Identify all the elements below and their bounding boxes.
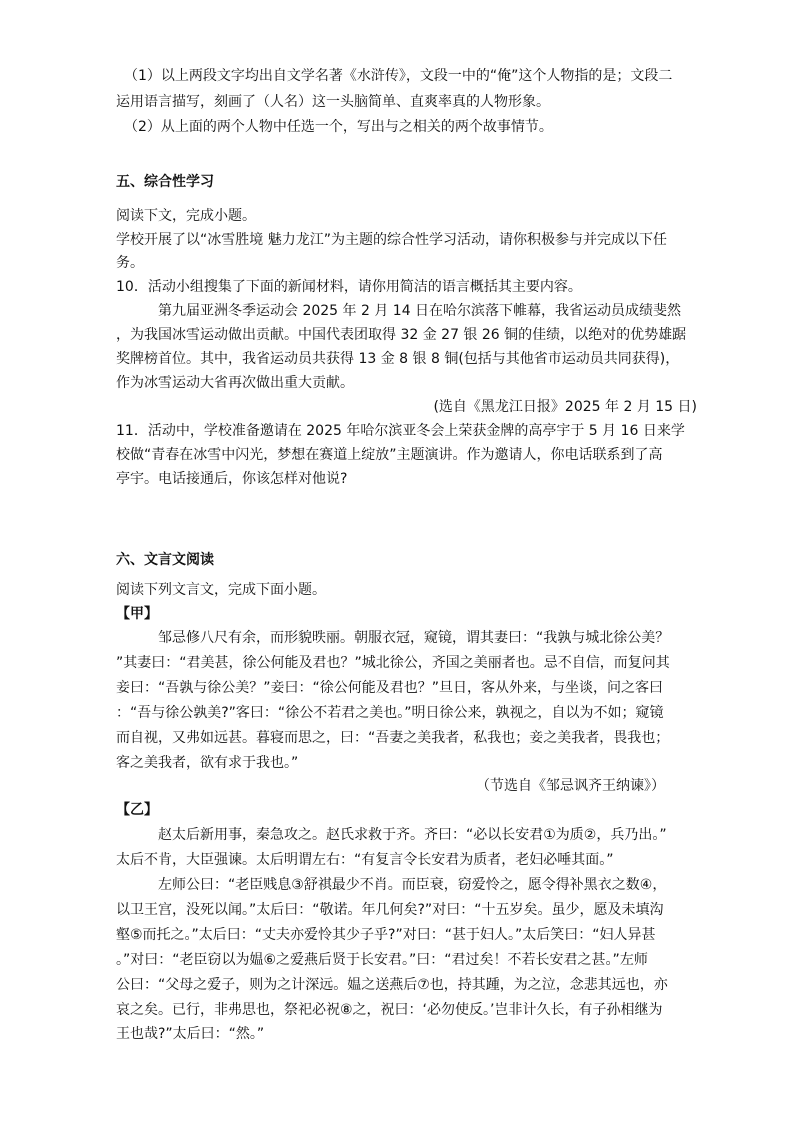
shuihu-q1-line1: （1）以上两段文字均出自文学名著《水浒传》，文段一中的“俺”这个人物指的是；文段二	[124, 68, 673, 84]
section5-heading: 五、综合性学习	[116, 174, 214, 190]
news-line3: 奖牌榜首位。其中，我省运动员共获得 13 金 8 银 8 铜(包括与其他省市运动员共同获得)，	[116, 351, 680, 367]
question-10: 10．活动小组搜集了下面的新闻材料，请你用简洁的语言概括其主要内容。	[116, 279, 582, 295]
yi-line: 。”对曰：“老臣窃以为媪⑥之爱燕后贤于长安君。”曰：“君过矣！不若长安君之甚。”左师	[116, 952, 648, 968]
news-line4: 作为冰雪运动大省再次做出重大贡献。	[116, 375, 354, 391]
yi-line: 王也哉?”太后曰：“然。”	[116, 1026, 265, 1042]
yi-line: 公曰：“父母之爱子，则为之计深远。媪之送燕后⑦也，持其踵，为之泣，念悲其远也，亦	[116, 977, 668, 993]
jia-line: ：“吾与徐公孰美?”客曰：“徐公不若君之美也。”明日徐公来，孰视之，自以为不如；窥镜	[116, 705, 664, 721]
jia-line: ”其妻曰：“君美甚，徐公何能及君也？”城北徐公，齐国之美丽者也。忌不自信，而复问其	[116, 655, 670, 671]
yi-line: 太后不肯，大臣强谏。太后明谓左右：“有复言令长安君为质者，老妇必唾其面。”	[116, 852, 614, 868]
news-line1: 第九届亚洲冬季运动会 2025 年 2 月 14 日在哈尔滨落下帷幕，我省运动员成绩斐然	[158, 303, 682, 319]
section5-intro: 阅读下文，完成小题。	[116, 208, 256, 224]
section6-heading: 六、文言文阅读	[116, 552, 214, 568]
passage-jia-label: 【甲】	[116, 606, 158, 622]
question-11-line1: 11．活动中，学校准备邀请在 2025 年哈尔滨亚冬会上荣获金牌的高亭宇于 5 月 16 日来学	[116, 423, 685, 439]
news-source: (选自《黑龙江日报》2025 年 2 月 15 日)	[433, 399, 697, 415]
yi-line: 赵太后新用事，秦急攻之。赵氏求救于齐。齐曰：“必以长安君①为质②，兵乃出。”	[158, 827, 667, 843]
section5-task-line2: 务。	[116, 255, 144, 271]
yi-line: 哀之矣。已行，非弗思也，祭祀必祝⑧之，祝曰：‘必勿使反。’岂非计久长，有子孙相继为	[116, 1002, 663, 1018]
shuihu-q1-line2: 运用语言描写，刻画了（人名）这一头脑简单、直爽率真的人物形象。	[116, 94, 550, 110]
yi-line: 以卫王宫，没死以闻。”太后曰：“敬诺。年几何矣?”对曰：“十五岁矣。虽少，愿及未填沟	[116, 902, 664, 918]
news-line2: ，为我国冰雪运动做出贡献。中国代表团取得 32 金 27 银 26 铜的佳绩，以绝对的优势雄踞	[116, 327, 687, 343]
jia-line: 邹忌修八尺有余，而形貌昳丽。朝服衣冠，窥镜，谓其妻曰：“我孰与城北徐公美？	[158, 630, 670, 646]
jia-line: 妾曰：“吾孰与徐公美？”妾曰：“徐公何能及君也？”旦日，客从外来，与坐谈，问之客曰	[116, 680, 664, 696]
question-11-line2: 校做“青春在冰雪中闪光，梦想在赛道上绽放”主题演讲。作为邀请人，你电话联系到了高	[116, 447, 663, 463]
shuihu-q2: （2）从上面的两个人物中任选一个，写出与之相关的两个故事情节。	[124, 119, 553, 135]
passage-yi-label: 【乙】	[116, 802, 158, 818]
section6-intro: 阅读下列文言文，完成下面小题。	[116, 582, 326, 598]
yi-line: 壑⑤而托之。”太后曰：“丈夫亦爱怜其少子乎?”对曰：“甚于妇人。”太后笑曰：“妇人异甚	[116, 927, 656, 943]
question-11-line3: 亭宇。电话接通后，你该怎样对他说?	[116, 471, 348, 487]
jia-line: 客之美我者，欲有求于我也。”	[116, 755, 299, 771]
jia-source: （节选自《邹忌讽齐王纳谏》）	[476, 778, 665, 794]
yi-line: 左师公曰：“老臣贱息③舒祺最少不肖。而臣衰，窃爱怜之，愿令得补黑衣之数④，	[158, 877, 667, 893]
section5-task-line1: 学校开展了以“冰雪胜境 魅力龙江”为主题的综合性学习活动，请你积极参与并完成以下任	[116, 232, 667, 248]
jia-line: 而自视，又弗如远甚。暮寝而思之，曰：“吾妻之美我者，私我也；妾之美我者，畏我也；	[116, 730, 670, 746]
